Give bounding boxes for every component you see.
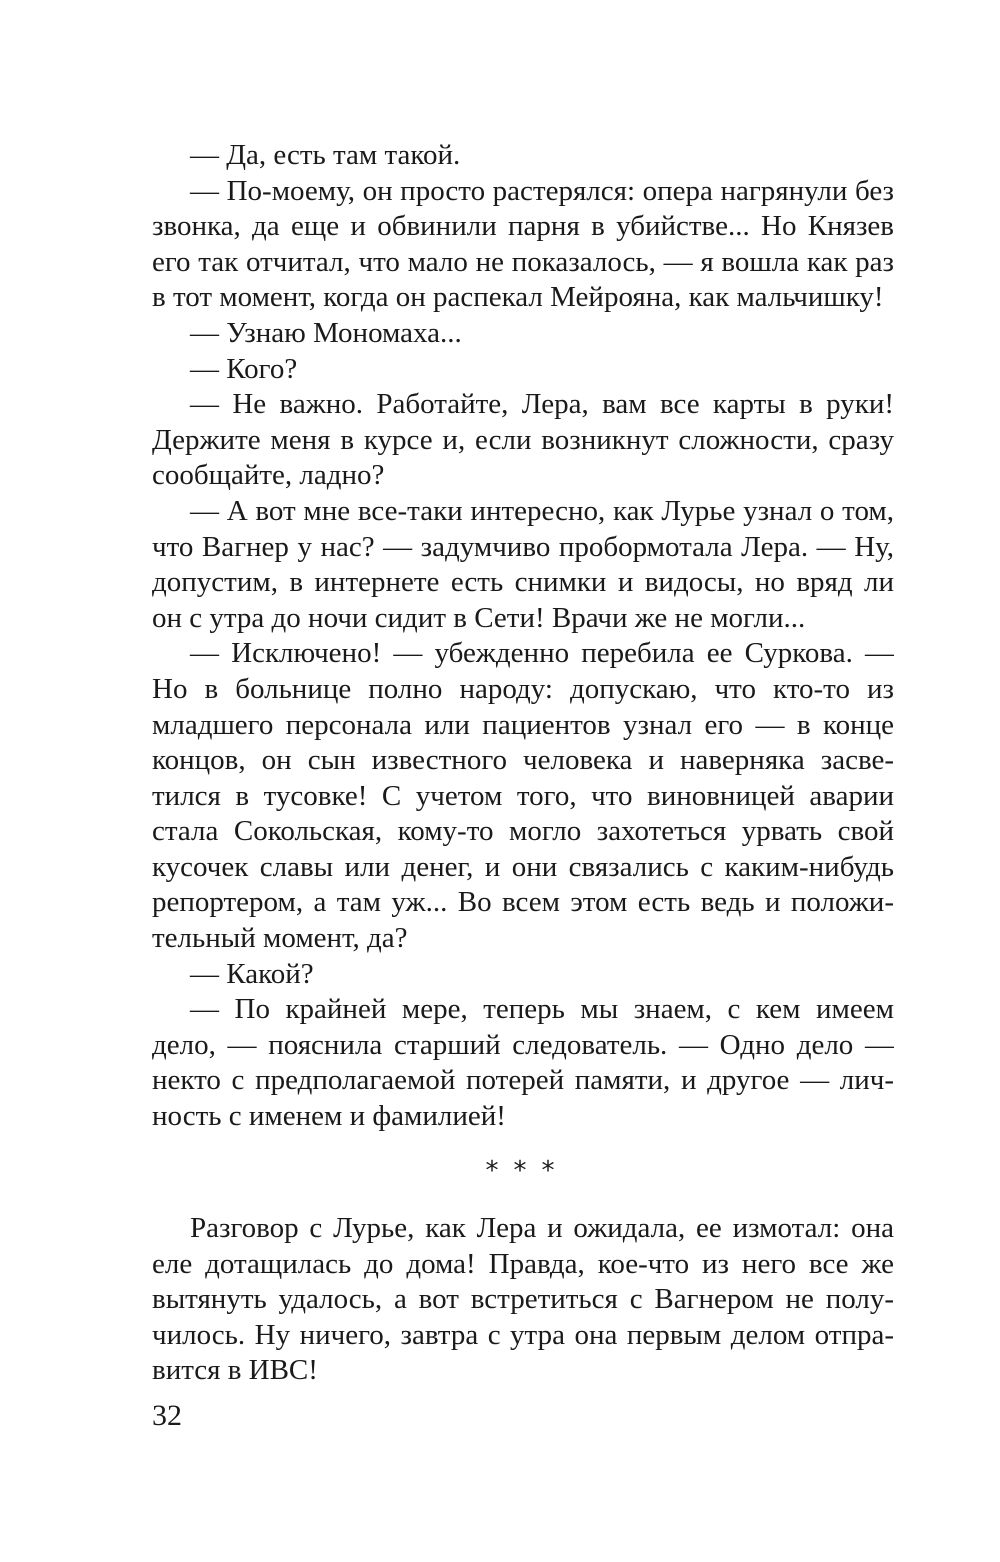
text-line: кусочек славы или денег, и они связались с каким-нибудь	[152, 850, 894, 883]
text-line: тился в тусовке! С учетом того, что виновницей аварии	[152, 779, 894, 812]
text-line: вытянуть удалось, а вот встретиться с Вагнером не полу-	[152, 1283, 894, 1316]
text-line: — А вот мне все-таки интересно, как Лурье узнал о том,	[190, 494, 894, 527]
dialogue-section	[152, 138, 894, 1135]
text-line: — Узнаю Мономаха...	[190, 316, 462, 349]
separator-asterisk-1: *	[485, 1156, 499, 1186]
text-line: некто с предполагаемой потерей памяти, и другое — лич-	[152, 1064, 894, 1097]
text-line: еле дотащилась до дома! Правда, кое-что из него все же	[152, 1247, 894, 1280]
text-line: — По крайней мере, теперь мы знаем, с кем имеем	[190, 993, 894, 1026]
text-line: Но в больнице полно народу: допускаю, что кто-то из	[152, 672, 894, 705]
text-line: стала Сокольская, кому-то могло захотеться урвать свой	[152, 815, 894, 848]
text-line: — Исключено! — убежденно перебила ее Суркова. —	[190, 637, 894, 670]
text-line: в тот момент, когда он распекал Мейрояна, как мальчишку!	[152, 281, 884, 314]
section-separator	[0, 1152, 1000, 1189]
separator-asterisk-2: *	[513, 1156, 527, 1186]
text-line: звонка, да еще и обвинили парня в убийстве... Но Князев	[152, 210, 894, 243]
text-line: Держите меня в курсе и, если возникнут сложности, сразу	[152, 423, 894, 456]
text-line: тельный момент, да?	[152, 922, 408, 955]
text-line: он с утра до ночи сидит в Сети! Врачи же не могли...	[152, 601, 806, 634]
text-line: — Не важно. Работайте, Лера, вам все карты в руки!	[190, 388, 894, 421]
text-line: чилось. Ну ничего, завтра с утра она первым делом отпра-	[152, 1318, 894, 1351]
text-line: Разговор с Лурье, как Лера и ожидала, ее измотал: она	[190, 1212, 894, 1244]
text-line: — Кого?	[190, 352, 298, 385]
text-line: дело, — пояснила старший следователь. — Одно дело —	[152, 1028, 894, 1061]
text-line: — Какой?	[190, 957, 314, 990]
text-line: что Вагнер у нас? — задумчиво пробормотала Лера. — Ну,	[152, 530, 894, 563]
text-line: репортером, а там уж... Во всем этом есть ведь и положи-	[152, 886, 894, 919]
text-line: допустим, в интернете есть снимки и видосы, но вряд ли	[152, 566, 894, 599]
text-line: его так отчитал, что мало не показалось, — я вошла как раз	[152, 245, 894, 278]
page-number: 32	[152, 1399, 182, 1432]
narrative-section	[152, 1211, 894, 1389]
separator-asterisk-3: *	[541, 1156, 555, 1186]
text-line: ность с именем и фамилией!	[152, 1100, 506, 1133]
text-line: сообщайте, ладно?	[152, 459, 385, 492]
text-line: концов, он сын известного человека и наверняка засве-	[152, 744, 894, 777]
text-line: младшего персонала или пациентов узнал его — в конце	[152, 708, 894, 741]
text-line: — Да, есть там такой.	[190, 139, 461, 171]
text-line: вится в ИВС!	[152, 1354, 318, 1387]
text-line: — По-моему, он просто растерялся: опера нагрянули без	[190, 174, 894, 207]
